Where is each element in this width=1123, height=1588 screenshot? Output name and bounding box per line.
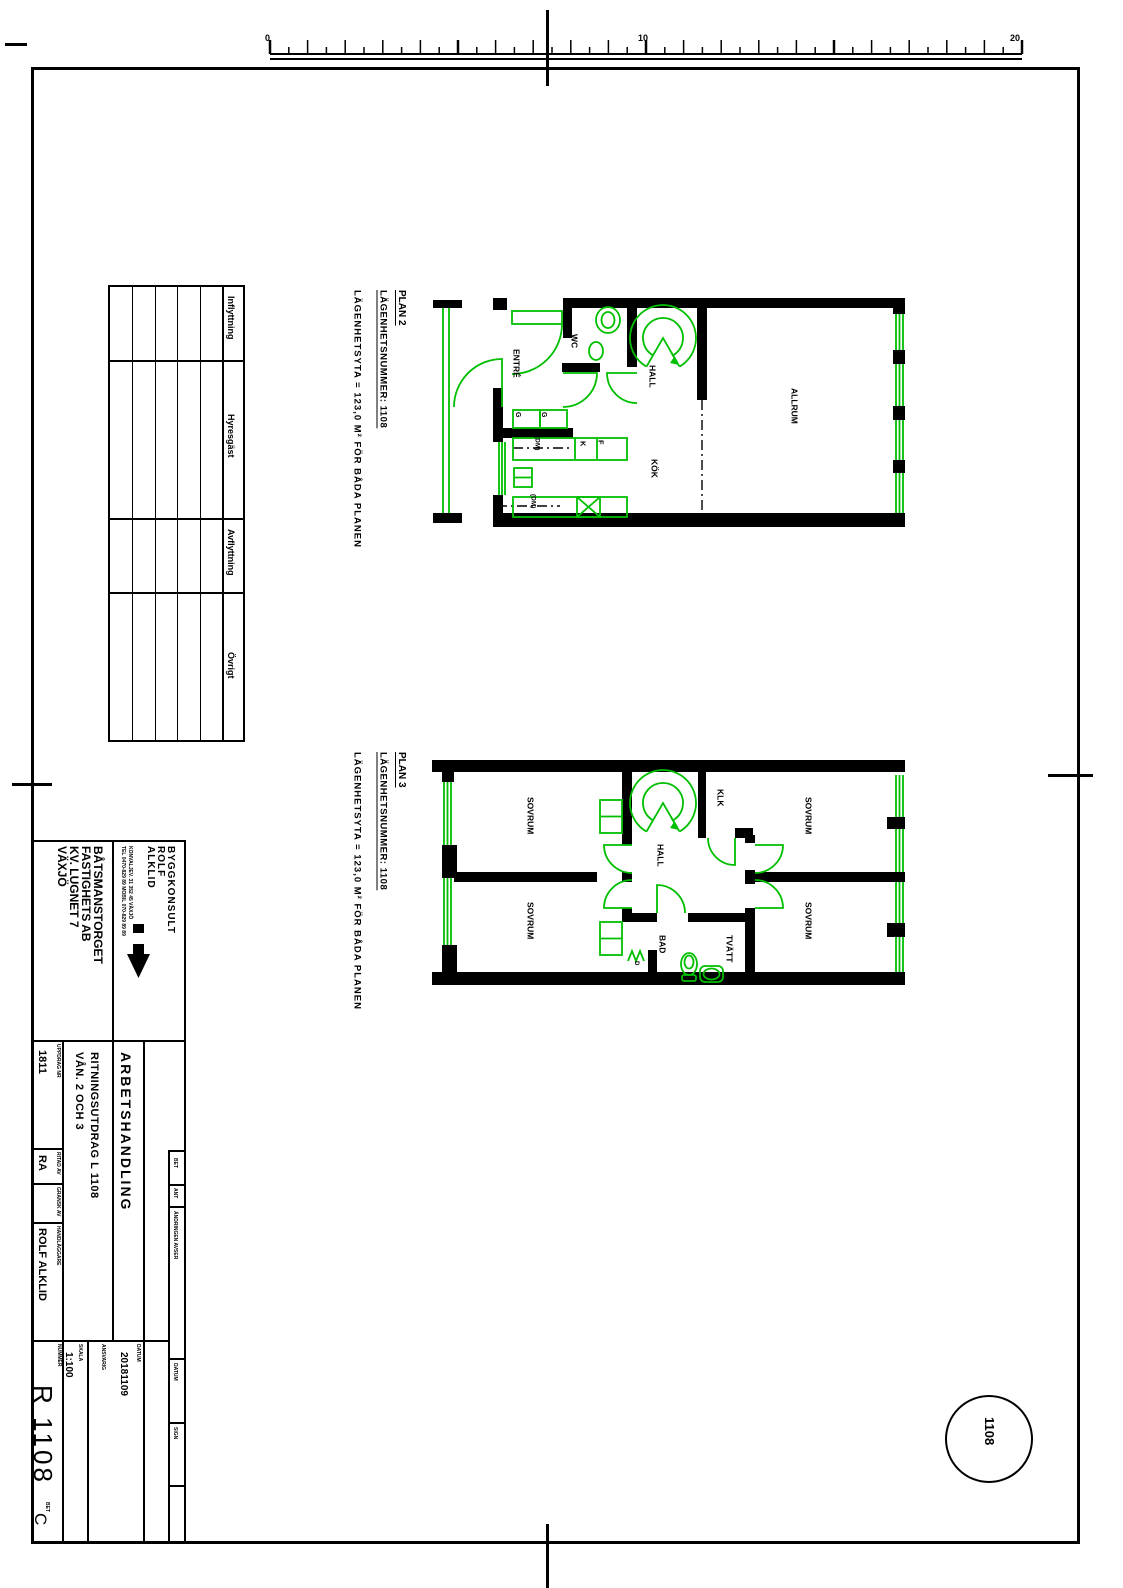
table-line <box>200 287 201 740</box>
field-label-handlaggare: HANDLÄGGARE <box>55 1226 61 1266</box>
revision-line <box>168 1358 186 1360</box>
revision-line <box>168 1485 186 1487</box>
company-name-line3: ALKLID <box>145 846 156 889</box>
schedule-header-inflyttning: Inflyttning <box>226 296 236 340</box>
drawing-subtitle: VÅN. 2 OCH 3 <box>73 1052 85 1131</box>
client-line3: KV. LUGNET 7 <box>67 846 81 928</box>
scale-label-20: 20 <box>1010 33 1021 43</box>
plan3-drain-label: D <box>633 961 639 966</box>
titleblock-line <box>32 1340 168 1342</box>
titleblock-line <box>143 1040 145 1542</box>
plan2-fixture-g1: G <box>514 412 521 418</box>
plan2-title: PLAN 2 <box>396 290 407 326</box>
plan3-title: PLAN 3 <box>396 752 407 788</box>
company-address-line2: TEL 0470-829 89 MOBIL 070-829 89 89 <box>120 846 126 936</box>
client-line4: VÄXJÖ <box>55 846 69 887</box>
schedule-header-hyresgast: Hyresgäst <box>226 414 236 458</box>
table-line <box>110 518 243 520</box>
status-arbetshandling: ARBETSHANDLING <box>118 1052 134 1212</box>
plan2-fixture-dm1: (DM) <box>533 436 541 451</box>
registration-mark <box>5 43 27 46</box>
field-label-ansvarig: ANSVARIG <box>100 1344 106 1371</box>
plan2-fixture-k: K <box>578 441 588 447</box>
plan3-room-tvatt: TVÄTT <box>724 935 735 963</box>
plan2-fixtures <box>443 305 903 517</box>
titleblock-line <box>32 1148 62 1150</box>
plan2-area: LÄGENHETSYTA = 123,0 M² FÖR BÅDA PLANEN <box>351 290 363 548</box>
plan2-fixture-dm2: (DM) <box>529 494 537 509</box>
titleblock-line <box>32 840 186 842</box>
plan3-room-hall: HALL <box>655 844 666 867</box>
revision-header-sign: SIGN <box>172 1427 178 1440</box>
table-line <box>110 360 243 362</box>
plan3-room-sovrum-3: SOVRUM <box>803 797 814 835</box>
revision-line <box>168 1150 186 1152</box>
field-label-nummer: NUMMER <box>56 1344 62 1367</box>
tenant-schedule-table <box>108 285 245 742</box>
field-label-skala: SKALA <box>77 1344 83 1362</box>
field-label-ritad: RITAD AV <box>55 1152 61 1175</box>
titleblock-line <box>32 1222 62 1224</box>
plan3-stair-arrow <box>670 822 679 830</box>
field-value-ritad: RA <box>36 1155 48 1171</box>
field-label-uppdrag: UPPDRAG NR <box>55 1044 61 1078</box>
client-line2: FASTIGHETS AB <box>79 846 93 942</box>
titleblock-line <box>32 1183 62 1185</box>
revision-header-ant: ANT <box>172 1188 178 1199</box>
company-address-line1: KONVALJEV. 31 352 45 VÄXJÖ <box>127 846 133 920</box>
titleblock-line <box>62 1040 64 1542</box>
plan3-room-klk: KLK <box>715 789 726 807</box>
table-line <box>155 287 156 740</box>
plan3-room-bad: BAD <box>657 935 668 954</box>
plan2-room-allrum: ALLRUM <box>789 388 800 424</box>
drawing-title: RITNINGSUTDRAG L 1108 <box>88 1052 100 1199</box>
plan2-room-kok: KÖK <box>649 459 660 478</box>
titleblock-line <box>184 840 186 1542</box>
revision-line <box>168 1184 186 1186</box>
company-name-line2: ROLF <box>155 846 166 878</box>
schedule-header-avflyttning: Avflyttning <box>226 529 236 576</box>
plan2-fixture-g2: G <box>540 412 547 418</box>
plan3-walls <box>432 760 905 985</box>
titleblock-line <box>112 840 114 1042</box>
revision-line <box>168 1422 186 1424</box>
scale-label-0: 0 <box>265 33 271 43</box>
plan2-room-hall: HALL <box>647 365 658 388</box>
plan3-apartment-number: LÄGENHETSNUMMER: 1108 <box>377 752 389 891</box>
titleblock-line <box>112 1040 114 1342</box>
field-value-skala: 1:100 <box>63 1352 74 1378</box>
revision-header-datum: DATUM <box>172 1363 178 1381</box>
client-line1: BÅTSMANSTORGET <box>91 846 105 964</box>
apartment-number-bubble-label: 1108 <box>982 1417 997 1446</box>
plan2-fixture-f: F <box>596 440 606 445</box>
table-line <box>110 592 243 594</box>
field-label-gransk: GRANSK AV <box>55 1187 61 1217</box>
plan2-walls <box>433 298 905 527</box>
field-label-bet: BET <box>44 1502 50 1512</box>
field-value-bet: C <box>31 1513 50 1526</box>
table-line <box>132 287 133 740</box>
field-value-datum: 20181109 <box>118 1352 129 1396</box>
plan2-drawing <box>415 280 915 540</box>
table-line <box>177 287 178 740</box>
drawing-number: R 1108 <box>28 1385 58 1485</box>
scale-label-10: 10 <box>638 33 649 43</box>
plan3-room-sovrum-4: SOVRUM <box>803 902 814 940</box>
plan2-stair-arrow <box>670 357 679 365</box>
titleblock-line <box>87 1340 89 1542</box>
titleblock-line <box>32 1040 186 1042</box>
company-arrow-logo <box>127 924 151 982</box>
titleblock-line <box>168 1150 170 1542</box>
schedule-header-ovrigt: Övrigt <box>226 652 236 679</box>
company-name-line1: BYGGKONSULT <box>165 846 176 935</box>
plan3-room-sovrum-1: SOVRUM <box>525 797 536 835</box>
revision-line <box>168 1206 186 1208</box>
field-value-uppdrag: 1811 <box>36 1050 48 1074</box>
plan2-room-entre: ENTRÉ <box>511 349 522 378</box>
field-value-handlaggare: ROLF ALKLID <box>36 1228 48 1301</box>
plan2-apartment-number: LÄGENHETSNUMMER: 1108 <box>377 290 389 429</box>
plan3-room-sovrum-2: SOVRUM <box>525 902 536 940</box>
plan2-room-wc: WC <box>569 334 580 349</box>
field-label-datum: DATUM <box>135 1344 141 1362</box>
revision-header-andringen: ÄNDRINGEN AVSER <box>172 1211 178 1260</box>
plan3-drawing <box>415 745 915 995</box>
revision-header-bet: BET <box>172 1158 178 1168</box>
plan3-area: LÄGENHETSYTA = 123,0 M² FÖR BÅDA PLANEN <box>351 752 363 1010</box>
table-line <box>222 287 224 740</box>
